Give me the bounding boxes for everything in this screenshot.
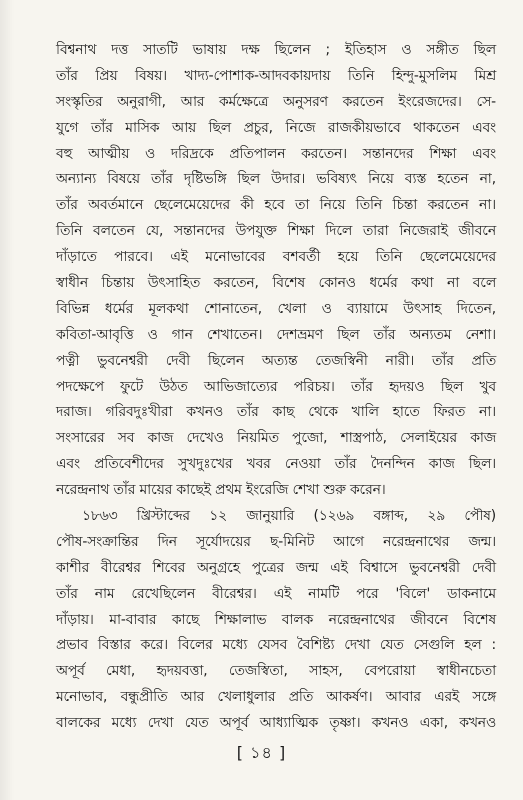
- text-line: দরাজ। গরিবদুঃখীরা কখনও তাঁর কাছ থেকে খালি হাতে ফিরত না।: [56, 404, 496, 421]
- text-line: তাঁর নাম রেখেছিলেন বীরেশ্বর। এই নামটি পরে 'বিলে' ডাকনামে: [56, 585, 496, 602]
- text-line: পদক্ষেপে ফুটে উঠত আভিজাত্যের পরিচয়। তাঁর হৃদয়ও ছিল খুব: [56, 378, 496, 395]
- text-line: কবিতা-আবৃত্তি ও গান শেখাতেন। দেশভ্রমণ ছিল তাঁর অন্যতম নেশা।: [56, 326, 496, 343]
- text-line: দাঁড়ায়। মা-বাবার কাছে শিক্ষালাভ বালক নরেন্দ্রনাথের জীবনে বিশেষ: [56, 611, 496, 628]
- page-binding-shadow: [0, 0, 14, 800]
- text-line: বালকের মধ্যে দেখা যেত অপূর্ব আধ্যাত্মিক তৃষ্ণা। কখনও একা, কখনও: [56, 715, 496, 732]
- text-line: যুগে তাঁর মাসিক আয় ছিল প্রচুর, নিজে রাজকীয়ভাবে থাকতেন এবং: [56, 119, 496, 136]
- body-text: [56, 38, 496, 737]
- text-line: ১৮৬৩ খ্রিস্টাব্দের ১২ জানুয়ারি (১২৬৯ বঙ্গাব্দ, ২৯ পৌষ): [82, 508, 496, 525]
- text-line: বিশ্বনাথ দত্ত সাতটি ভাষায় দক্ষ ছিলেন ; ইতিহাস ও সঙ্গীত ছিল: [56, 42, 496, 58]
- text-line: দাঁড়াতে পারবে। এই মনোভাবের বশবর্তী হয়ে তিনি ছেলেমেয়েদের: [56, 249, 496, 266]
- text-line: কাশীর বীরেশ্বর শিবের অনুগ্রহে পুত্রের জন্ম এই বিশ্বাসে ভুবনেশ্বরী দেবী: [56, 559, 496, 576]
- text-line: সংসারের সব কাজ দেখেও নিয়মিত পুজো, শাস্ত্রপাঠ, সেলাইয়ের কাজ: [56, 430, 496, 447]
- page-number: [ ১৪ ]: [236, 743, 287, 762]
- text-line: তাঁর অবর্তমানে ছেলেমেয়েদের কী হবে তা নিয়ে তিনি চিন্তা করতেন না।: [56, 197, 496, 214]
- text-line: বহু আত্মীয় ও দরিদ্রকে প্রতিপালন করতেন। সন্তানদের শিক্ষা এবং: [56, 145, 496, 162]
- text-line: মনোভাব, বন্ধুপ্রীতি আর খেলাধুলার প্রতি আকর্ষণ। আবার এরই সঙ্গে: [56, 689, 496, 706]
- text-line: পৌষ-সংক্রান্তির দিন সূর্যোদয়ের ছ-মিনিট আগে নরেন্দ্রনাথের জন্ম।: [56, 533, 496, 550]
- text-line: তাঁর প্রিয় বিষয়। খাদ্য-পোশাক-আদবকায়দায় তিনি হিন্দু-মুসলিম মিশ্র: [56, 67, 496, 84]
- text-line: বিভিন্ন ধর্মের মূলকথা শোনাতেন, খেলা ও ব্যায়ামে উৎসাহ দিতেন,: [56, 300, 496, 317]
- text-line: এবং প্রতিবেশীদের সুখদুঃখের খবর নেওয়া তাঁর দৈনন্দিন কাজ ছিল।: [56, 456, 496, 473]
- text-line: পত্নী ভুবনেশ্বরী দেবী ছিলেন অত্যন্ত তেজস্বিনী নারী। তাঁর প্রতি: [56, 352, 496, 369]
- text-line: নরেন্দ্রনাথ তাঁর মায়ের কাছেই প্রথম ইংরেজি শেখা শুরু করেন।: [56, 482, 386, 499]
- text-line: সংস্কৃতির অনুরাগী, আর কর্মক্ষেত্রে অনুসরণ করতেন ইংরেজদের। সে-: [56, 93, 496, 110]
- text-line: প্রভাব বিস্তার করে। বিলের মধ্যে যেসব বৈশিষ্ট্য দেখা যেত সেগুলি হল :: [56, 637, 496, 654]
- text-line: অপূর্ব মেধা, হৃদয়বত্তা, তেজস্বিতা, সাহস, বেপরোয়া স্বাধীনচেতা: [56, 663, 496, 680]
- text-line: অন্যান্য বিষয়ে তাঁর দৃষ্টিভঙ্গি ছিল উদার। ভবিষ্যৎ নিয়ে ব্যস্ত হতেন না,: [56, 171, 496, 188]
- text-line: স্বাধীন চিন্তায় উৎসাহিত করতেন, বিশেষ কোনও ধর্মের কথা না বলে: [56, 275, 496, 292]
- text-line: তিনি বলতেন যে, সন্তানদের উপযুক্ত শিক্ষা দিলে তারা নিজেরাই জীবনে: [56, 223, 496, 240]
